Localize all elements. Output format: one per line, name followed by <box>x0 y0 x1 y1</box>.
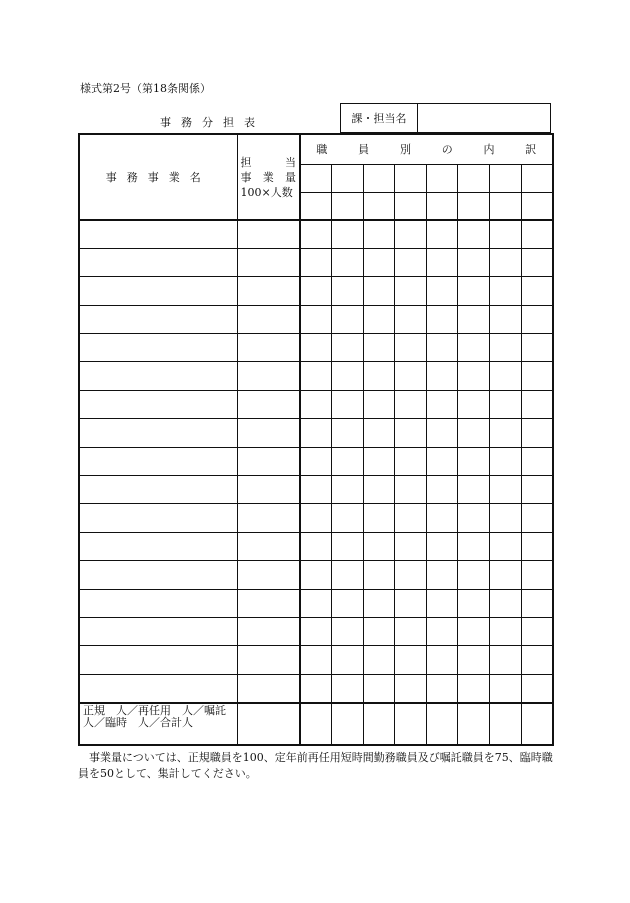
staff-cell[interactable] <box>490 305 522 333</box>
staff-cell[interactable] <box>426 504 458 532</box>
staff-cell[interactable] <box>363 617 395 645</box>
amount-char-1: 担 <box>240 155 252 169</box>
staff-cell[interactable] <box>300 248 332 276</box>
breakdown-char: 別 <box>399 143 411 157</box>
staff-cell[interactable] <box>300 305 332 333</box>
amount-cell[interactable] <box>237 248 300 276</box>
amount-cell[interactable] <box>237 447 300 475</box>
staff-cell[interactable] <box>490 476 522 504</box>
staff-cell[interactable] <box>300 617 332 645</box>
staff-cell[interactable] <box>300 447 332 475</box>
staff-cell[interactable] <box>332 561 364 589</box>
staff-cell[interactable] <box>395 646 427 674</box>
staff-cell[interactable] <box>458 703 490 745</box>
staff-cell[interactable] <box>300 674 332 702</box>
staff-cell[interactable] <box>395 476 427 504</box>
staff-cell[interactable] <box>395 334 427 362</box>
staff-cell[interactable] <box>363 277 395 305</box>
staff-cell[interactable] <box>426 617 458 645</box>
amount-cell[interactable] <box>237 617 300 645</box>
staff-cell[interactable] <box>426 447 458 475</box>
staff-cell[interactable] <box>490 589 522 617</box>
staff-cell[interactable] <box>395 589 427 617</box>
staff-cell[interactable] <box>363 305 395 333</box>
task-name-cell[interactable] <box>79 390 237 418</box>
staff-cell[interactable] <box>363 646 395 674</box>
summary-row <box>79 703 553 745</box>
staff-cell[interactable] <box>332 390 364 418</box>
staff-cell[interactable] <box>363 362 395 390</box>
staff-cell[interactable] <box>332 334 364 362</box>
staff-cell[interactable] <box>300 419 332 447</box>
amount-cell[interactable] <box>237 532 300 560</box>
staff-cell[interactable] <box>458 476 490 504</box>
staff-cell[interactable] <box>490 674 522 702</box>
table-row <box>79 646 553 674</box>
table-row <box>79 277 553 305</box>
staff-cell[interactable] <box>426 164 458 192</box>
staff-cell[interactable] <box>426 334 458 362</box>
staff-cell[interactable] <box>300 476 332 504</box>
staff-cell[interactable] <box>300 362 332 390</box>
duty-table <box>78 133 554 746</box>
staff-cell[interactable] <box>395 220 427 248</box>
staff-cell[interactable] <box>490 617 522 645</box>
staff-cell[interactable] <box>490 419 522 447</box>
staff-cell[interactable] <box>332 646 364 674</box>
staff-cell[interactable] <box>521 532 553 560</box>
staff-cell[interactable] <box>300 192 332 220</box>
task-name-cell[interactable] <box>79 220 237 248</box>
task-name-cell[interactable] <box>79 447 237 475</box>
staff-cell[interactable] <box>332 447 364 475</box>
staff-cell[interactable] <box>521 646 553 674</box>
staff-cell[interactable] <box>458 334 490 362</box>
staff-cell[interactable] <box>395 703 427 745</box>
staff-cell[interactable] <box>363 390 395 418</box>
staff-count-label: 正規 人／再任用 人／嘱託 人／臨時 人／合計人 <box>79 703 237 745</box>
staff-cell[interactable] <box>395 419 427 447</box>
task-name-cell[interactable] <box>79 646 237 674</box>
staff-cell[interactable] <box>458 248 490 276</box>
staff-cell[interactable] <box>458 532 490 560</box>
amount-cell[interactable] <box>237 589 300 617</box>
staff-cell[interactable] <box>300 703 332 745</box>
staff-cell[interactable] <box>300 532 332 560</box>
staff-cell[interactable] <box>426 305 458 333</box>
staff-cell[interactable] <box>332 305 364 333</box>
amount-cell[interactable] <box>237 476 300 504</box>
staff-cell[interactable] <box>521 334 553 362</box>
table-row <box>79 419 553 447</box>
amount-cell[interactable] <box>237 419 300 447</box>
staff-cell[interactable] <box>458 646 490 674</box>
staff-cell[interactable] <box>458 277 490 305</box>
staff-cell[interactable] <box>426 561 458 589</box>
staff-cell[interactable] <box>300 220 332 248</box>
task-name-cell[interactable] <box>79 334 237 362</box>
staff-cell[interactable] <box>521 504 553 532</box>
staff-cell[interactable] <box>521 674 553 702</box>
staff-cell[interactable] <box>332 617 364 645</box>
staff-cell[interactable] <box>363 192 395 220</box>
table-row <box>79 305 553 333</box>
task-name-cell[interactable] <box>79 419 237 447</box>
staff-cell[interactable] <box>490 532 522 560</box>
amount-cell[interactable] <box>237 334 300 362</box>
staff-cell[interactable] <box>521 362 553 390</box>
staff-cell[interactable] <box>332 504 364 532</box>
staff-cell[interactable] <box>521 419 553 447</box>
staff-cell[interactable] <box>395 390 427 418</box>
staff-cell[interactable] <box>490 192 522 220</box>
table-row <box>79 248 553 276</box>
staff-cell[interactable] <box>521 390 553 418</box>
amount-cell[interactable] <box>237 561 300 589</box>
form-title: 事務分担表 <box>160 116 265 129</box>
amount-cell[interactable] <box>237 390 300 418</box>
table-row <box>79 362 553 390</box>
amount-cell[interactable] <box>237 646 300 674</box>
staff-cell[interactable] <box>300 334 332 362</box>
task-name-cell[interactable] <box>79 248 237 276</box>
staff-cell[interactable] <box>395 561 427 589</box>
task-name-cell[interactable] <box>79 589 237 617</box>
staff-cell[interactable] <box>300 504 332 532</box>
staff-cell[interactable] <box>458 504 490 532</box>
staff-cell[interactable] <box>521 476 553 504</box>
staff-cell[interactable] <box>458 390 490 418</box>
form-number: 様式第2号（第18条関係） <box>80 82 211 95</box>
staff-cell[interactable] <box>521 220 553 248</box>
task-name-cell[interactable] <box>79 617 237 645</box>
staff-cell[interactable] <box>300 277 332 305</box>
staff-cell[interactable] <box>332 277 364 305</box>
table-row <box>79 674 553 702</box>
staff-cell[interactable] <box>300 164 332 192</box>
staff-cell[interactable] <box>426 646 458 674</box>
staff-cell[interactable] <box>395 164 427 192</box>
staff-cell[interactable] <box>521 305 553 333</box>
staff-cell[interactable] <box>363 419 395 447</box>
staff-cell[interactable] <box>363 248 395 276</box>
staff-cell[interactable] <box>490 504 522 532</box>
amount-total-cell[interactable] <box>237 703 300 745</box>
staff-cell[interactable] <box>363 220 395 248</box>
staff-cell[interactable] <box>458 305 490 333</box>
staff-cell[interactable] <box>426 192 458 220</box>
staff-cell[interactable] <box>332 703 364 745</box>
staff-cell[interactable] <box>521 447 553 475</box>
staff-cell[interactable] <box>426 362 458 390</box>
amount-cell[interactable] <box>237 305 300 333</box>
table-row <box>79 390 553 418</box>
breakdown-char: 内 <box>483 143 495 157</box>
staff-cell[interactable] <box>458 419 490 447</box>
department-box <box>340 103 551 133</box>
breakdown-char: 員 <box>358 143 370 157</box>
amount-cell[interactable] <box>237 504 300 532</box>
staff-cell[interactable] <box>458 192 490 220</box>
staff-cell[interactable] <box>490 390 522 418</box>
staff-cell[interactable] <box>300 589 332 617</box>
staff-cell[interactable] <box>363 476 395 504</box>
amount-cell[interactable] <box>237 674 300 702</box>
staff-cell[interactable] <box>426 419 458 447</box>
task-name-cell[interactable] <box>79 362 237 390</box>
table-row <box>79 561 553 589</box>
staff-cell[interactable] <box>521 617 553 645</box>
staff-cell[interactable] <box>521 192 553 220</box>
staff-cell[interactable] <box>490 277 522 305</box>
task-name-cell[interactable] <box>79 561 237 589</box>
staff-cell[interactable] <box>300 561 332 589</box>
staff-cell[interactable] <box>490 362 522 390</box>
task-name-cell[interactable] <box>79 504 237 532</box>
breakdown-char: 職 <box>316 143 328 157</box>
staff-cell[interactable] <box>395 248 427 276</box>
staff-cell[interactable] <box>458 362 490 390</box>
staff-cell[interactable] <box>363 334 395 362</box>
staff-cell[interactable] <box>332 674 364 702</box>
staff-cell[interactable] <box>363 504 395 532</box>
header-breakdown <box>300 134 553 164</box>
staff-cell[interactable] <box>395 447 427 475</box>
staff-cell[interactable] <box>426 277 458 305</box>
breakdown-char: の <box>441 143 453 157</box>
department-label: 課・担当名 <box>341 104 418 132</box>
staff-cell[interactable] <box>363 532 395 560</box>
staff-cell[interactable] <box>332 164 364 192</box>
staff-cell[interactable] <box>458 164 490 192</box>
staff-cell[interactable] <box>426 532 458 560</box>
staff-cell[interactable] <box>363 561 395 589</box>
staff-cell[interactable] <box>395 532 427 560</box>
staff-cell[interactable] <box>395 305 427 333</box>
amount-cell[interactable] <box>237 277 300 305</box>
staff-cell[interactable] <box>395 362 427 390</box>
staff-cell[interactable] <box>332 476 364 504</box>
staff-cell[interactable] <box>521 164 553 192</box>
table-row <box>79 447 553 475</box>
staff-cell[interactable] <box>490 561 522 589</box>
staff-cell[interactable] <box>332 589 364 617</box>
staff-cell[interactable] <box>490 703 522 745</box>
note-text: 事業量については、正規職員を100、定年前再任用短時間勤務職員及び嘱託職員を75、臨時職員を50として、集計してください。 <box>78 751 553 780</box>
amount-formula: 100×人数 <box>240 185 293 199</box>
table-row <box>79 476 553 504</box>
staff-cell[interactable] <box>521 248 553 276</box>
amount-char-4: 業 <box>262 170 274 184</box>
task-name-cell[interactable] <box>79 674 237 702</box>
staff-cell[interactable] <box>458 589 490 617</box>
staff-cell[interactable] <box>458 561 490 589</box>
table-row <box>79 504 553 532</box>
table-row <box>79 532 553 560</box>
staff-cell[interactable] <box>490 220 522 248</box>
staff-cell[interactable] <box>426 390 458 418</box>
staff-cell[interactable] <box>521 277 553 305</box>
staff-cell[interactable] <box>332 362 364 390</box>
task-name-cell[interactable] <box>79 476 237 504</box>
staff-cell[interactable] <box>490 164 522 192</box>
task-name-cell[interactable] <box>79 305 237 333</box>
staff-cell[interactable] <box>490 334 522 362</box>
header-task-name: 事務事業名 <box>79 134 237 220</box>
header-amount <box>237 134 300 220</box>
staff-cell[interactable] <box>395 674 427 702</box>
staff-cell[interactable] <box>426 589 458 617</box>
amount-cell[interactable] <box>237 362 300 390</box>
staff-cell[interactable] <box>363 589 395 617</box>
amount-char-2: 当 <box>285 155 296 169</box>
staff-cell[interactable] <box>332 419 364 447</box>
table-row <box>79 617 553 645</box>
table-row <box>79 220 553 248</box>
staff-cell[interactable] <box>363 164 395 192</box>
amount-char-5: 量 <box>285 170 296 184</box>
amount-cell[interactable] <box>237 220 300 248</box>
task-name-cell[interactable] <box>79 532 237 560</box>
staff-cell[interactable] <box>395 617 427 645</box>
staff-cell[interactable] <box>490 646 522 674</box>
staff-cell[interactable] <box>395 277 427 305</box>
staff-cell[interactable] <box>426 248 458 276</box>
staff-cell[interactable] <box>426 476 458 504</box>
staff-cell[interactable] <box>395 192 427 220</box>
staff-cell[interactable] <box>426 220 458 248</box>
staff-cell[interactable] <box>521 589 553 617</box>
table-row <box>79 589 553 617</box>
staff-cell[interactable] <box>458 617 490 645</box>
staff-cell[interactable] <box>490 248 522 276</box>
staff-cell[interactable] <box>521 703 553 745</box>
staff-cell[interactable] <box>332 220 364 248</box>
amount-char-3: 事 <box>240 170 252 184</box>
staff-cell[interactable] <box>395 504 427 532</box>
staff-cell[interactable] <box>363 703 395 745</box>
task-name-cell[interactable] <box>79 277 237 305</box>
staff-cell[interactable] <box>363 674 395 702</box>
staff-cell[interactable] <box>300 390 332 418</box>
staff-cell[interactable] <box>490 447 522 475</box>
staff-cell[interactable] <box>458 220 490 248</box>
staff-cell[interactable] <box>521 561 553 589</box>
staff-cell[interactable] <box>458 447 490 475</box>
staff-cell[interactable] <box>300 646 332 674</box>
breakdown-char: 訳 <box>525 143 537 157</box>
staff-cell[interactable] <box>426 703 458 745</box>
staff-cell[interactable] <box>363 447 395 475</box>
staff-cell[interactable] <box>426 674 458 702</box>
staff-cell[interactable] <box>458 674 490 702</box>
staff-cell[interactable] <box>332 248 364 276</box>
staff-cell[interactable] <box>332 192 364 220</box>
table-row <box>79 334 553 362</box>
department-field[interactable] <box>418 104 550 132</box>
staff-cell[interactable] <box>332 532 364 560</box>
